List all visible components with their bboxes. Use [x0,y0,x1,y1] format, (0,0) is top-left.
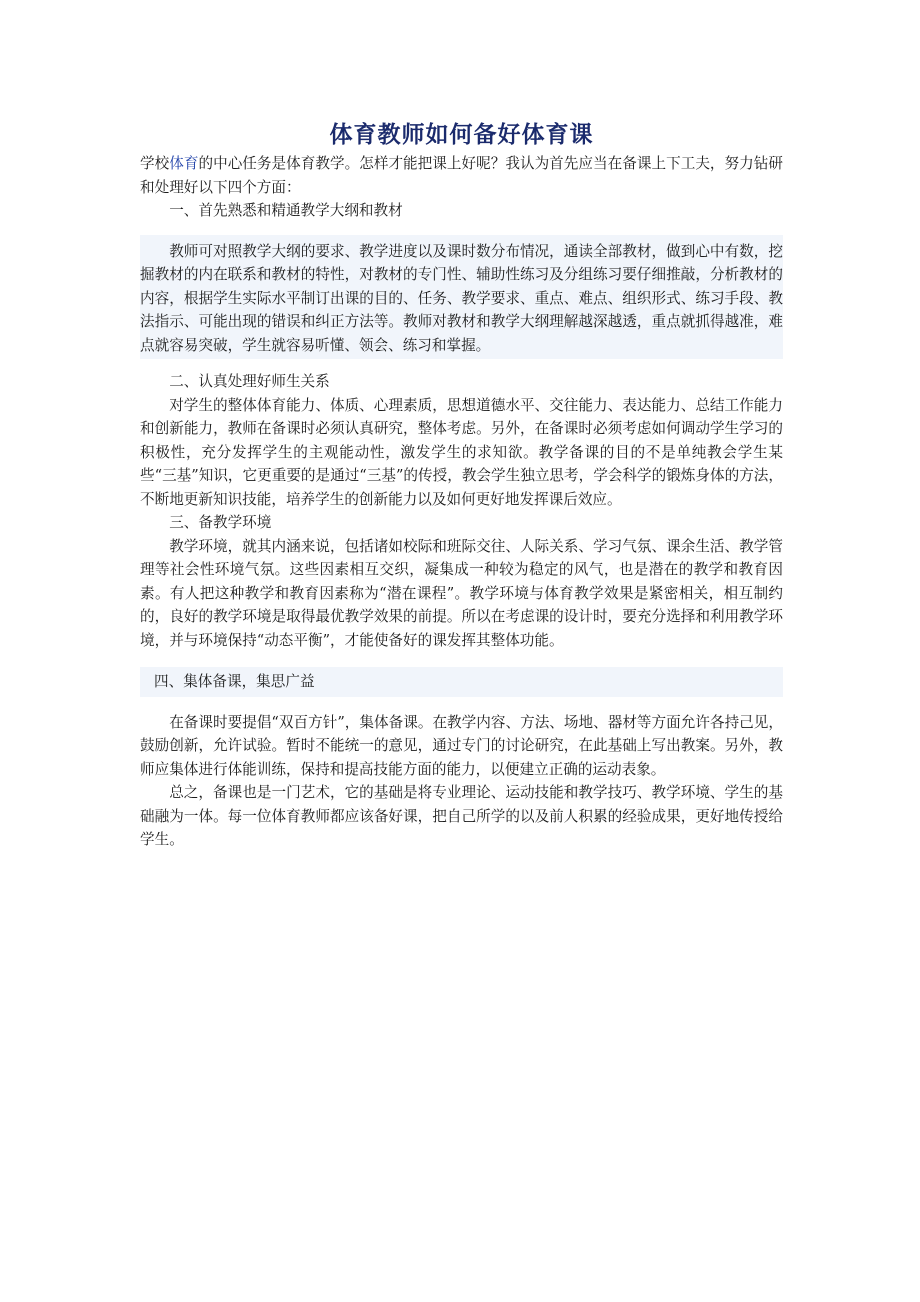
sports-link[interactable]: 体育 [169,155,199,172]
intro-text-start: 学校 [140,155,170,172]
document-page [140,0,783,852]
conclusion-paragraph: 总之，备课也是一门艺术，它的基础是将专业理论、运动技能和教学技巧、教学环境、学生的基础融为一体。每一位体育教师都应该备好课，把自己所学的以及前人积累的经验成果，更好地传授给学生。 [140,784,783,848]
section-4-heading: 四、集体备课，集思广益 [154,673,315,690]
intro-paragraph [140,152,783,199]
page-title: 体育教师如何备好体育课 [329,122,594,148]
section-3-heading: 三、备教学环境 [169,514,272,531]
section-1-highlight-box [140,235,783,360]
section-2-body: 对学生的整体体育能力、体质、心理素质，思想道德水平、交往能力、表达能力、总结工作能力和创新能力，教师在备课时必须认真研究，整体考虑。另外，在备课时必须考虑如何调动学生学习的积极性，充分发挥学生的主观能动性，激发学生的求知欲。教学备课的目的不是单纯教会学生某些“三基”知识，它更重要的是通过“三基”的传授，教会学生独立思考，学会科学的锻炼身体的方法，不断地更新知识技能，培养学生的创新能力以及如何更好地发挥课后效应。 [140,396,783,508]
intro-text-end: 的中心任务是体育教学。怎样才能把课上好呢？我认为首先应当在备课上下工夫，努力钻研和处理好以下四个方面： [140,155,783,196]
section-1-body: 教师可对照教学大纲的要求、教学进度以及课时数分布情况，通读全部教材，做到心中有数，挖掘教材的内在联系和教材的特性，对教材的专门性、辅助性练习及分组练习要仔细推敲，分析教材的内容，根据学生实际水平制订出课的目的、任务、教学要求、重点、难点、组织形式、练习手段、教法指示、可能出现的错误和纠正方法等。教师对教材和教学大纲理解越深越透，重点就抓得越准，难点就容易突破，学生就容易听懂、领会、练习和掌握。 [140,242,783,354]
section-4-heading-box [140,667,783,697]
section-3-body: 教学环境，就其内涵来说，包括诸如校际和班际交往、人际关系、学习气氛、课余生活、教学管理等社会性环境气氛。这些因素相互交织，凝集成一种较为稳定的风气，也是潜在的教学和教育因素。有人把这种教学和教育因素称为“潜在课程”。教学环境与体育教学效果是紧密相关，相互制约的，良好的教学环境是取得最优教学效果的前提。所以在考虑课的设计时，要充分选择和利用教学环境，并与环境保持“动态平衡”，才能使备好的课发挥其整体功能。 [140,537,783,649]
section-2-heading: 二、认真处理好师生关系 [169,373,330,390]
section-1-heading: 一、首先熟悉和精通教学大纲和教材 [169,202,403,219]
section-4-body: 在备课时要提倡“双百方针”，集体备课。在教学内容、方法、场地、器材等方面允许各持己见，鼓励创新，允许试验。暂时不能统一的意见，通过专门的讨论研究，在此基础上写出教案。另外，教师应集体进行体能训练，保持和提高技能方面的能力，以便建立正确的运动表象。 [140,713,783,778]
